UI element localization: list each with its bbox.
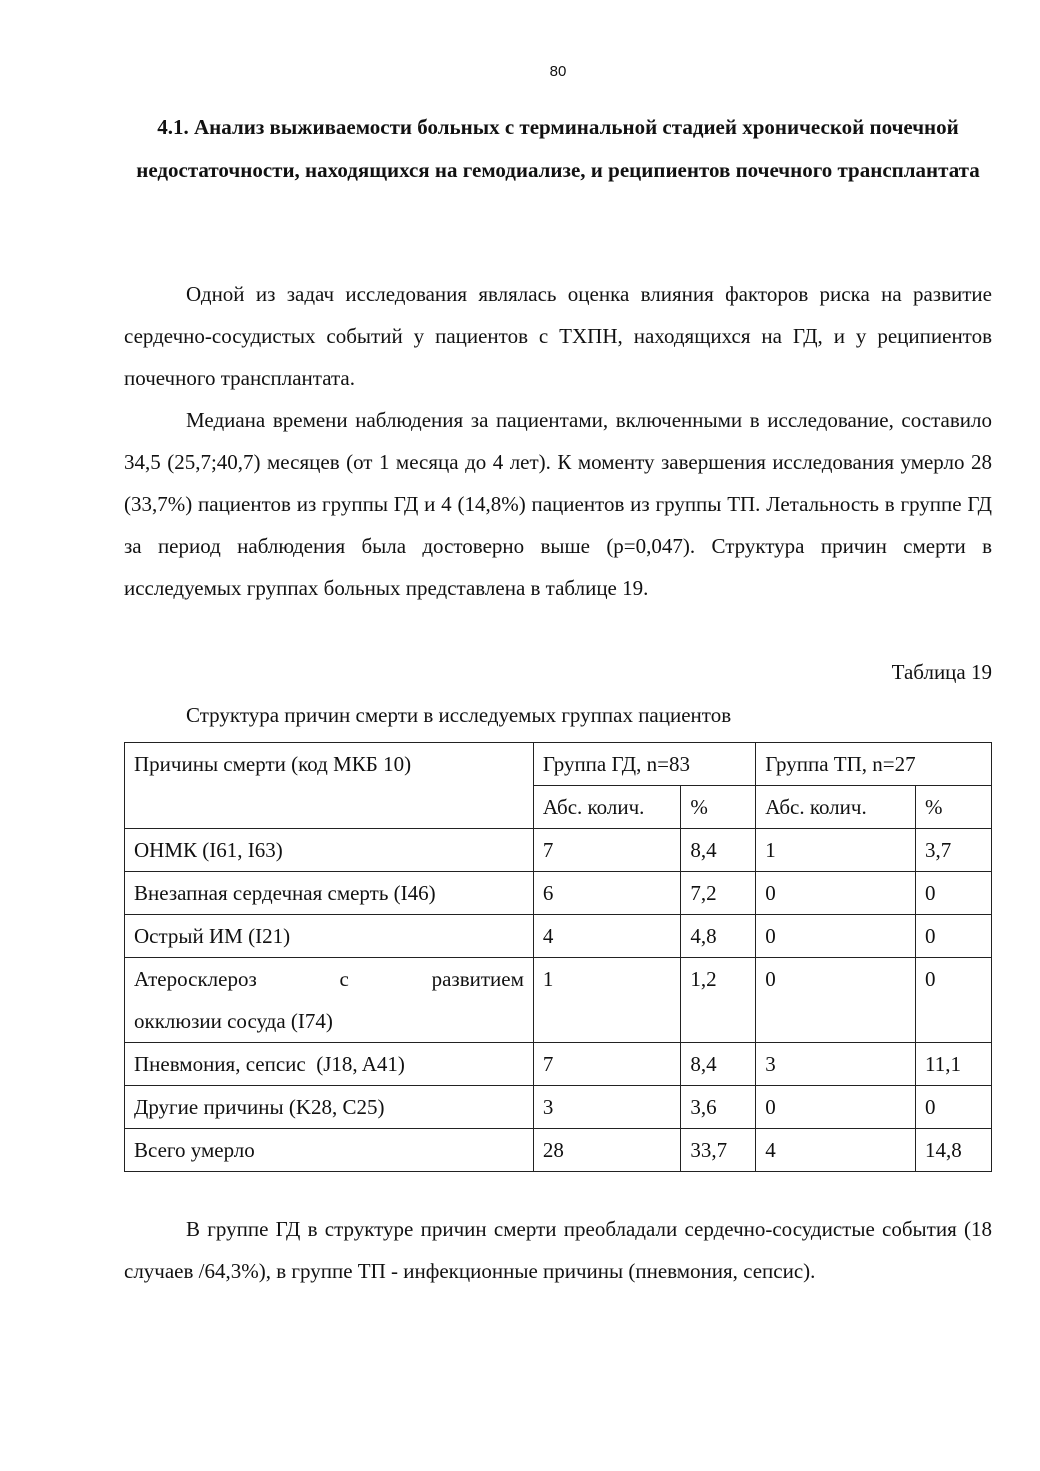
gd-abs-cell: 7: [533, 1043, 680, 1086]
gd-abs-cell: 1: [533, 958, 680, 1043]
gd-pct-cell: 4,8: [681, 915, 756, 958]
tp-abs-cell: 0: [756, 915, 916, 958]
table-header-row: [125, 743, 992, 786]
table-caption: Структура причин смерти в исследуемых группах пациентов: [186, 703, 732, 727]
tp-pct-cell: 3,7: [915, 829, 991, 872]
cause-cell: Всего умерло: [125, 1129, 534, 1172]
gd-pct-cell: 7,2: [681, 872, 756, 915]
paragraph-results: Медиана времени наблюдения за пациентами, включенными в исследование, составило 34,5 (25,7;40,7) месяцев (от 1 месяца до 4 лет). К моменту завершения исследования умерло 28 (33,7%) пациентов из группы ГД и 4 (14,8%) пациентов из группы ТП. Летальность в группе ГД за период наблюдения была достоверно выше (p=0,047). Структура причин смерти в исследуемых группах больных представлена в таблице 19.: [124, 408, 992, 600]
table-row: [125, 1043, 992, 1086]
tp-abs-cell: 1: [756, 829, 916, 872]
tp-pct-cell: 0: [915, 915, 991, 958]
cause-cell: Пневмония, сепсис (J18, A41): [125, 1043, 534, 1086]
gd-pct-cell: 8,4: [681, 829, 756, 872]
table-total-row: [125, 1129, 992, 1172]
tp-pct-cell: 0: [915, 872, 991, 915]
header-gd-pct: %: [681, 786, 756, 829]
gd-abs-cell: 3: [533, 1086, 680, 1129]
death-causes-table: [124, 742, 992, 1172]
header-tp-pct: %: [915, 786, 991, 829]
table-row: [125, 872, 992, 915]
cause-line: Атеросклероз с развитием: [134, 967, 524, 991]
tp-abs-cell: 3: [756, 1043, 916, 1086]
section-heading: 4.1. Анализ выживаемости больных с терминальной стадией хронической почечной недостаточности, находящихся на гемодиализе, и реципиентов почечного трансплантата: [136, 115, 980, 182]
cause-cell: Внезапная сердечная смерть (I46): [125, 872, 534, 915]
tp-pct-cell: 0: [915, 958, 991, 1043]
gd-pct-cell: 1,2: [681, 958, 756, 1043]
gd-abs-cell: 28: [533, 1129, 680, 1172]
cause-cell: Острый ИМ (I21): [125, 915, 534, 958]
cause-line: окклюзии сосуда (I74): [134, 1009, 333, 1033]
gd-pct-cell: 8,4: [681, 1043, 756, 1086]
tp-abs-cell: 0: [756, 958, 916, 1043]
gd-pct-cell: 3,6: [681, 1086, 756, 1129]
cause-cell: ОНМК (I61, I63): [125, 829, 534, 872]
table-row: [125, 829, 992, 872]
gd-pct-cell: 33,7: [681, 1129, 756, 1172]
cause-cell: Другие причины (K28, C25): [125, 1086, 534, 1129]
header-cause: Причины смерти (код МКБ 10): [125, 743, 534, 829]
header-group-tp: Группа ТП, n=27: [756, 743, 992, 786]
header-gd-abs: Абс. колич.: [533, 786, 680, 829]
table-row: [125, 1086, 992, 1129]
paragraph-conclusion: В группе ГД в структуре причин смерти преобладали сердечно-сосудистые события (18 случаев /64,3%), в группе ТП - инфекционные причины (пневмония, сепсис).: [124, 1217, 992, 1283]
gd-abs-cell: 7: [533, 829, 680, 872]
table-label: Таблица 19: [891, 660, 992, 684]
table-row: [125, 915, 992, 958]
tp-pct-cell: 14,8: [915, 1129, 991, 1172]
tp-pct-cell: 11,1: [915, 1043, 991, 1086]
page-number: 80: [549, 63, 567, 80]
tp-abs-cell: 0: [756, 872, 916, 915]
table-row: [125, 958, 992, 1043]
header-tp-abs: Абс. колич.: [756, 786, 916, 829]
tp-abs-cell: 0: [756, 1086, 916, 1129]
tp-abs-cell: 4: [756, 1129, 916, 1172]
tp-pct-cell: 0: [915, 1086, 991, 1129]
header-group-gd: Группа ГД, n=83: [533, 743, 755, 786]
gd-abs-cell: 6: [533, 872, 680, 915]
paragraph-intro: Одной из задач исследования являлась оценка влияния факторов риска на развитие сердечно-сосудистых событий у пациентов с ТХПН, находящихся на ГД, и у реципиентов почечного трансплантата.: [124, 282, 992, 390]
cause-cell: [125, 958, 534, 1043]
gd-abs-cell: 4: [533, 915, 680, 958]
